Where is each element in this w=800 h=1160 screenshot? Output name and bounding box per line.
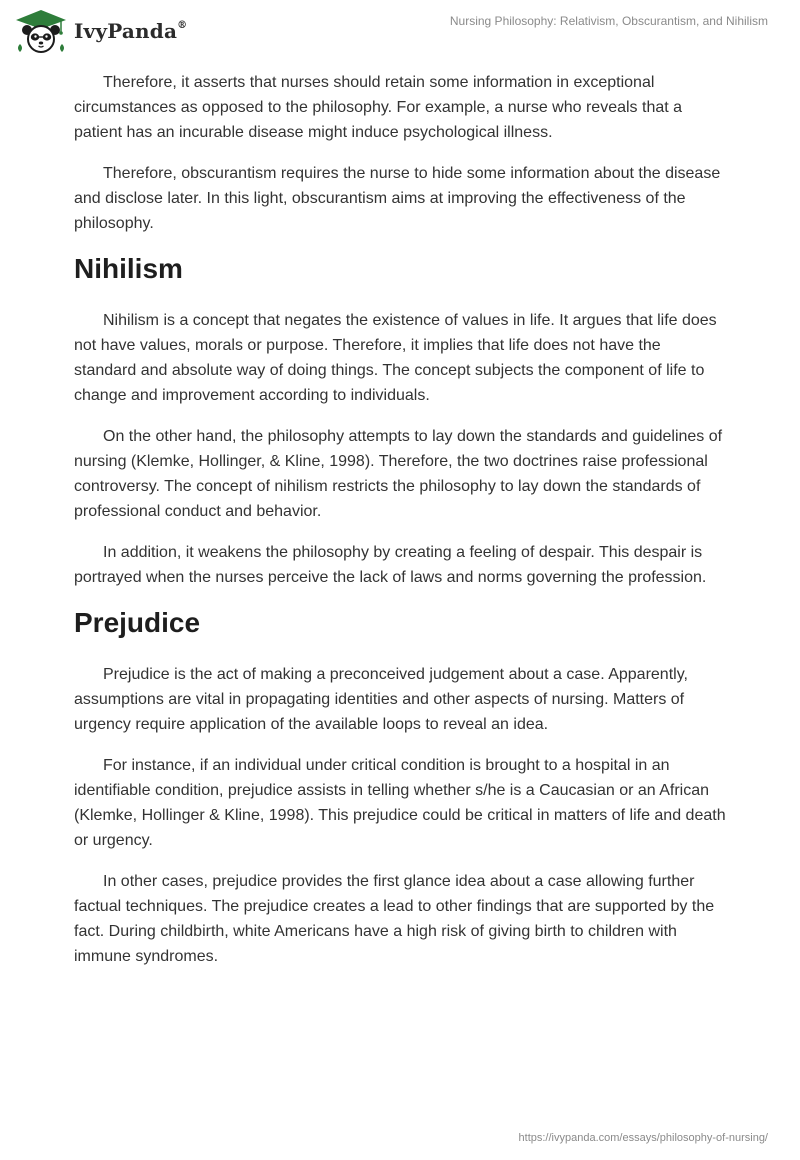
panda-graduate-icon [14, 8, 68, 54]
document-title: Nursing Philosophy: Relativism, Obscurantism, and Nihilism [449, 14, 768, 28]
nihilism-paragraph-2: On the other hand, the philosophy attempts to lay down the standards and guidelines of nursing (Klemke, Hollinger, & Kline, 1998). Therefore, the two doctrines raise professional controversy. The concept of nihilism restricts the philosophy to lay down the standards of professional conduct and behavior. [74, 428, 723, 520]
article-body [74, 70, 726, 985]
intro-paragraph-2: Therefore, obscurantism requires the nurse to hide some information about the disease and disclose later. In this light, obscurantism aims at improving the effectiveness of the philosophy. [74, 165, 721, 232]
page-header [0, 0, 800, 60]
brand-text: IvyPanda [74, 19, 178, 43]
nihilism-paragraph-3: In addition, it weakens the philosophy by creating a feeling of despair. This despair is portrayed when the nurses perceive the lack of laws and norms governing the profession. [74, 544, 707, 586]
source-url[interactable]: https://ivypanda.com/essays/philosophy-of-nursing/ [518, 1132, 768, 1144]
ivypanda-logo[interactable] [14, 8, 187, 54]
intro-paragraph-1: Therefore, it asserts that nurses should retain some information in exceptional circumstances as opposed to the philosophy. For example, a nurse who reveals that a patient has an incurable disease might induce psychological illness. [74, 74, 683, 141]
section-heading-prejudice: Prejudice [74, 607, 201, 638]
nihilism-paragraph-1: Nihilism is a concept that negates the existence of values in life. It argues that life does not have values, morals or purpose. Therefore, it implies that life does not have the standard and absolute way of doing things. The concept subjects the component of life to change and improvement according to individuals. [74, 312, 717, 404]
prejudice-paragraph-1: Prejudice is the act of making a preconceived judgement about a case. Apparently, assumptions are vital in propagating identities and other aspects of nursing. Matters of urgency require application of the available loops to reveal an idea. [74, 666, 688, 733]
brand-name [74, 19, 187, 43]
registered-mark: ® [177, 20, 188, 32]
section-heading-nihilism: Nihilism [74, 253, 183, 284]
prejudice-paragraph-2: For instance, if an individual under critical condition is brought to a hospital in an identifiable condition, prejudice assists in telling whether s/he is a Caucasian or an African (Klemke, Hollinger & Kline, 1998). This prejudice could be critical in matters of life and death or urgency. [74, 757, 726, 849]
prejudice-paragraph-3: In other cases, prejudice provides the first glance idea about a case allowing further factual techniques. The prejudice creates a lead to other findings that are supported by the fact. During childbirth, white Americans have a high risk of giving birth to children with immune syndromes. [74, 873, 715, 965]
